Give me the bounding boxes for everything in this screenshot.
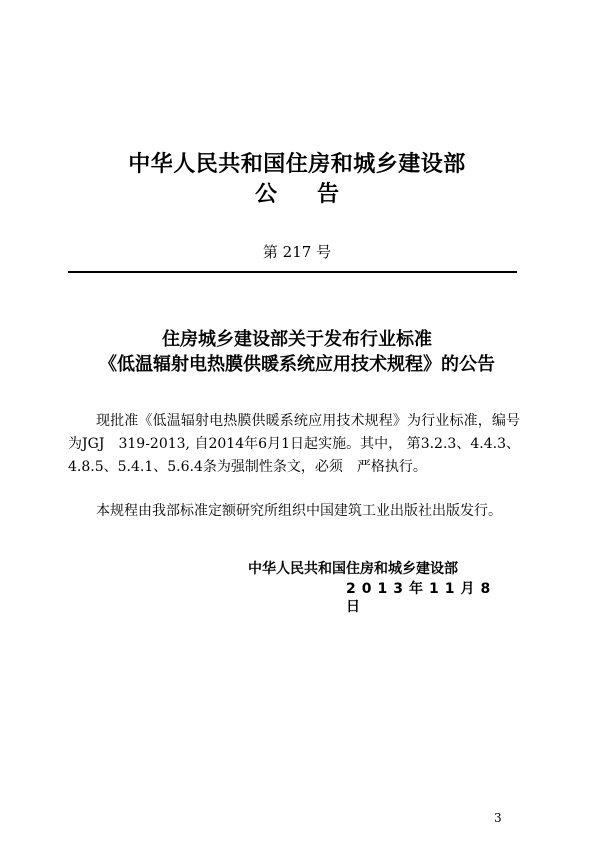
header-divider bbox=[68, 271, 517, 273]
signature-date: 2013年11月8 bbox=[346, 581, 497, 597]
signature-date-continued: 日 bbox=[346, 599, 360, 615]
signature-issuer: 中华人民共和国住房和城乡建设部 bbox=[248, 561, 458, 577]
announcement-title-line1: 住房城乡建设部关于发布行业标准 bbox=[162, 329, 432, 350]
page-number: 3 bbox=[494, 811, 502, 825]
document-number: 第 217 号 bbox=[262, 243, 332, 261]
notice-heading: 公告 bbox=[254, 182, 379, 207]
body-paragraph-publisher: 本规程由我部标准定额研究所组织中国建筑工业出版社出版发行。 bbox=[96, 503, 502, 519]
ministry-title: 中华人民共和国住房和城乡建设部 bbox=[128, 152, 466, 177]
body-paragraph-approval: 现批准《低温辐射电热膜供暖系统应用技术规程》为行业标准，编号为JGJ 319-2013, 自2014年6月1日起实施。其中， 第3.2.3、4.4.3、4.8.5、5.4.1、5.6.4条为强制性条文，必须 严格执行。 bbox=[68, 413, 520, 475]
announcement-title-line2: 《低温辐射电热膜供暖系统应用技术规程》的公告 bbox=[99, 354, 495, 375]
